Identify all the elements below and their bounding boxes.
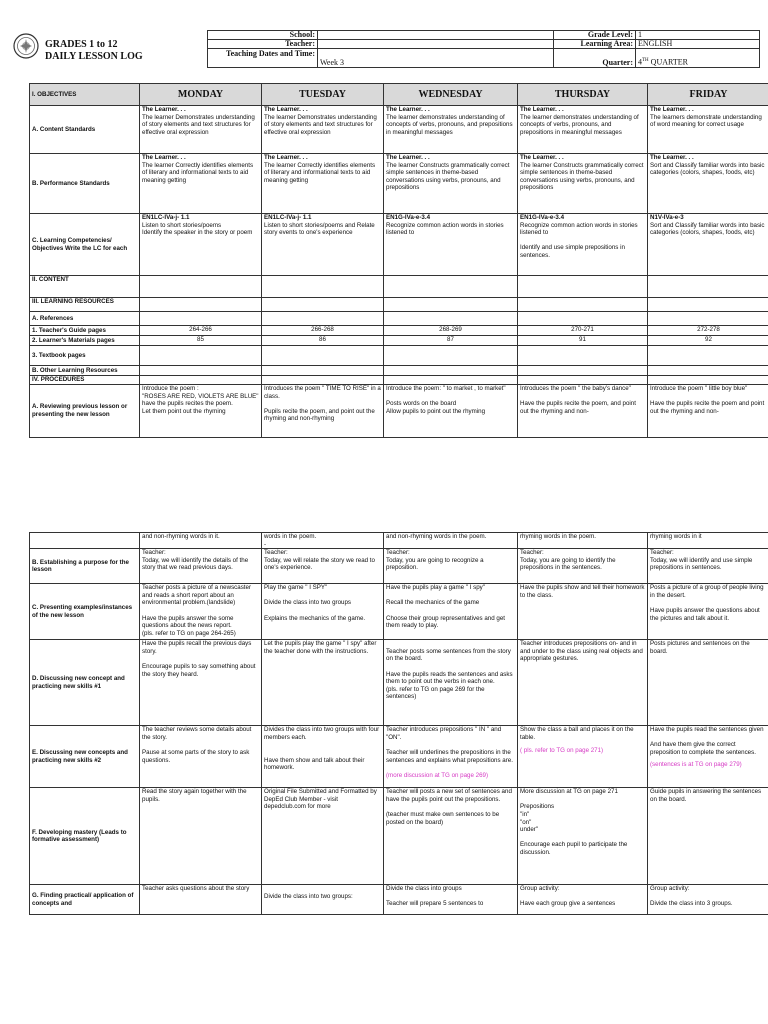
cell-heading: The Learner. . . bbox=[142, 154, 186, 161]
cell-wednesday bbox=[384, 312, 518, 326]
row-b-establishing-a-purpose-for-the-lesson bbox=[30, 549, 768, 584]
cell-wednesday bbox=[384, 154, 518, 214]
cell-text: 264-266 bbox=[189, 326, 212, 333]
cell-tuesday bbox=[262, 885, 384, 915]
cell-tuesday bbox=[262, 214, 384, 276]
cell-text: 268-269 bbox=[439, 326, 462, 333]
cell-text: Posts pictures and sentences on the board. bbox=[650, 640, 750, 655]
cell-wednesday bbox=[384, 298, 518, 312]
grade-level-label: Grade Level: bbox=[554, 31, 636, 40]
cell-thursday bbox=[518, 376, 648, 385]
cell-monday bbox=[140, 154, 262, 214]
cell-text bbox=[650, 214, 765, 236]
school-label: School: bbox=[208, 31, 318, 40]
row-label: 3. Textbook pages bbox=[30, 346, 140, 366]
row-iii-learning-resources bbox=[30, 298, 768, 312]
cell-text: Have the pupils recall the previous days story. Encourage pupils to say something about the story they heard. bbox=[142, 640, 256, 678]
cell-text: Teacher: Today, we will identify the details of the story that we read previous days. bbox=[142, 549, 249, 572]
cell-body: The learner Correctly identifies elements of literary and informational texts to aid meaning getting bbox=[264, 161, 376, 184]
cell-wednesday bbox=[384, 885, 518, 915]
cell-body: The learner Constructs grammatically correct simple sentences in theme-based conversations using verbs, pronouns, and prepositions bbox=[386, 161, 510, 192]
cell-thursday bbox=[518, 385, 648, 438]
cell-monday bbox=[140, 640, 262, 726]
cell-text: Introduce the poem: " to market , to market" Posts words on the board Allow pupils to point out the rhyming bbox=[386, 385, 506, 415]
cell-tuesday bbox=[262, 336, 384, 346]
cell-thursday bbox=[518, 276, 648, 298]
cell-monday bbox=[140, 549, 262, 584]
cell-wednesday bbox=[384, 376, 518, 385]
cell-friday bbox=[648, 106, 768, 154]
cell-body: Sort and Classify familiar words into basic categories (colors, shapes, foods, etc) bbox=[650, 161, 765, 177]
row-label: D. Discussing new concept and practicing new skills #1 bbox=[30, 640, 140, 726]
cell-text bbox=[142, 106, 255, 136]
cell-wednesday bbox=[384, 336, 518, 346]
cell-text: Introduces the poem " TIME TO RISE" in a class. Pupils recite the poem, and point out the rhyming and non-rhyming bbox=[264, 385, 381, 423]
cell-wednesday bbox=[384, 549, 518, 584]
day-header-thursday: THURSDAY bbox=[518, 84, 648, 106]
cell-text: Posts a picture of a group of people living in the desert. Have pupils answer the questions about the pictures and talk about it. bbox=[650, 584, 764, 622]
row-label: III. LEARNING RESOURCES bbox=[30, 298, 140, 312]
cell-monday bbox=[140, 376, 262, 385]
cell-text: Have the pupils show and tell their homework to the class. bbox=[520, 584, 645, 599]
cell-text bbox=[650, 106, 762, 128]
cell-tuesday bbox=[262, 154, 384, 214]
cell-thursday bbox=[518, 640, 648, 726]
cell-text: Show the class a ball and places it on the table. bbox=[520, 726, 634, 741]
cell-monday bbox=[140, 885, 262, 915]
title-line-1: GRADES 1 to 12 bbox=[45, 39, 118, 50]
seal-icon bbox=[13, 33, 39, 59]
cell-heading: EN1G-IVa-e-3.4 bbox=[520, 214, 565, 221]
row-iv-procedures bbox=[30, 376, 768, 385]
cell-body: The learners demonstrate understanding of word meaning for correct usage bbox=[650, 113, 762, 129]
cell-heading: The Learner. . . bbox=[386, 106, 430, 113]
cell-text: Play the game " I SPY" Divide the class into two groups Explains the mechanics of the game. bbox=[264, 584, 366, 622]
cell-monday bbox=[140, 312, 262, 326]
cell-tuesday bbox=[262, 366, 384, 376]
header-fields-table bbox=[207, 30, 760, 68]
cell-text bbox=[264, 214, 375, 236]
row-g-finding-practical-application-of-conce bbox=[30, 885, 768, 915]
row-label: A. Reviewing previous lesson or presenting the new lesson bbox=[30, 385, 140, 438]
learning-area-label: Learning Area: bbox=[554, 40, 636, 49]
row-label: B. Other Learning Resources bbox=[30, 366, 140, 376]
cell-tuesday bbox=[262, 326, 384, 336]
cell-text bbox=[386, 154, 509, 191]
cell-wednesday bbox=[384, 640, 518, 726]
cell-text: words in the poem. - bbox=[264, 533, 317, 548]
cell-monday bbox=[140, 385, 262, 438]
cell-text: Group activity: Divide the class into 3 groups. bbox=[650, 885, 733, 908]
row-label: A. References bbox=[30, 312, 140, 326]
cell-text: Teacher introduces prepositions " IN " and "ON". Teacher will underlines the prepositions in the sentences and explains what prepositions are. bbox=[386, 726, 513, 764]
row-label: 1. Teacher's Guide pages bbox=[30, 326, 140, 336]
cell-body: Listen to short stories/poems Identify the speaker in the story or poem bbox=[142, 221, 253, 237]
cell-tuesday bbox=[262, 276, 384, 298]
row-d-discussing-new-concept-and-practicing- bbox=[30, 640, 768, 726]
cell-thursday bbox=[518, 346, 648, 366]
cell-text: Guide pupils in answering the sentences on the board. bbox=[650, 788, 762, 803]
cell-friday bbox=[648, 788, 768, 885]
cell-friday bbox=[648, 366, 768, 376]
cell-monday bbox=[140, 584, 262, 640]
teaching-dates-field[interactable]: Week 3 bbox=[318, 49, 554, 68]
cell-heading: The Learner. . . bbox=[650, 106, 694, 113]
day-header-wednesday: WEDNESDAY bbox=[384, 84, 518, 106]
cell-thursday bbox=[518, 533, 648, 549]
cell-friday bbox=[648, 346, 768, 366]
day-header-friday: FRIDAY bbox=[648, 84, 768, 106]
cell-heading: N1V-IVa-e-3 bbox=[650, 214, 684, 221]
cell-thursday bbox=[518, 298, 648, 312]
row-row bbox=[30, 533, 768, 549]
cell-heading: The Learner. . . bbox=[142, 106, 186, 113]
cell-friday bbox=[648, 154, 768, 214]
row-label: B. Establishing a purpose for the lesson bbox=[30, 549, 140, 584]
cell-monday bbox=[140, 366, 262, 376]
cell-tuesday bbox=[262, 640, 384, 726]
cell-thursday bbox=[518, 726, 648, 788]
cell-text: Divides the class into two groups with four members each. Have them show and talk about their homework. bbox=[264, 726, 380, 772]
cell-wednesday bbox=[384, 214, 518, 276]
cell-body: The learner demonstrates understanding of concepts of verbs, pronouns, and prepositions in meaningful messages bbox=[386, 113, 513, 136]
cell-tuesday bbox=[262, 312, 384, 326]
title-line-2: DAILY LESSON LOG bbox=[45, 51, 143, 62]
cell-thursday bbox=[518, 885, 648, 915]
cell-wednesday bbox=[384, 276, 518, 298]
teacher-field[interactable] bbox=[318, 40, 554, 49]
row-e-discussing-new-concepts-and-practicing bbox=[30, 726, 768, 788]
cell-friday bbox=[648, 326, 768, 336]
cell-wednesday bbox=[384, 584, 518, 640]
row-2-learner-s-materials-pages bbox=[30, 336, 768, 346]
cell-body: Listen to short stories/poems and Relate story events to one's experience bbox=[264, 221, 375, 237]
cell-tuesday bbox=[262, 106, 384, 154]
cell-monday bbox=[140, 726, 262, 788]
cell-text: Introduce the poem " little boy blue" Have the pupils recite the poem and point out the rhyming and non- bbox=[650, 385, 765, 415]
cell-friday bbox=[648, 549, 768, 584]
row-label: C. Presenting examples/instances of the new lesson bbox=[30, 584, 140, 640]
cell-thursday bbox=[518, 366, 648, 376]
cell-thursday bbox=[518, 788, 648, 885]
cell-text: Teacher posts a picture of a newscaster and reads a short report about an environmental problem.(landslide) Have the pupils answer the some questions about the news report. (pls. refer to TG on page 264-265) bbox=[142, 584, 252, 637]
cell-wednesday bbox=[384, 366, 518, 376]
row-label: A. Content Standards bbox=[30, 106, 140, 154]
cell-tuesday bbox=[262, 298, 384, 312]
cell-wednesday bbox=[384, 106, 518, 154]
row-c-presenting-examples-instances-of-the-n bbox=[30, 584, 768, 640]
cell-body: The learner Demonstrates understanding of story elements and text structures for effective oral expression bbox=[142, 113, 255, 136]
cell-text: Teacher: Today, you are going to identify the prepositions in the sentences. bbox=[520, 549, 616, 572]
day-header-tuesday: TUESDAY bbox=[262, 84, 384, 106]
cell-thursday bbox=[518, 106, 648, 154]
row-label: 2. Learner's Materials pages bbox=[30, 336, 140, 346]
cell-text: Teacher posts some sentences from the story on the board. Have the pupils reads the sentences and asks them to point out the verbs in each one. (pls. refer to TG on page 269 for the sentences) bbox=[386, 647, 513, 701]
tg-reference-note-thursday: ( pls. refer to TG on page 271) bbox=[520, 747, 604, 755]
cell-text: 92 bbox=[705, 336, 712, 343]
row-ii-content bbox=[30, 276, 768, 298]
cell-wednesday bbox=[384, 346, 518, 366]
cell-text: rhyming words in it bbox=[650, 533, 702, 540]
objectives-table bbox=[29, 83, 768, 438]
cell-friday bbox=[648, 276, 768, 298]
cell-heading: The Learner. . . bbox=[520, 154, 564, 161]
row-a-content-standards bbox=[30, 106, 768, 154]
school-field[interactable] bbox=[318, 31, 554, 40]
cell-text: Teacher will posts a new set of sentences and have the pupils point out the prepositions. (teacher must make own sentences to be posted on the board) bbox=[386, 788, 512, 826]
cell-thursday bbox=[518, 584, 648, 640]
cell-text bbox=[264, 106, 377, 136]
cell-text: Introduces the poem " the baby's dance" Have the pupils recite the poem, and point out the rhyming and non- bbox=[520, 385, 636, 415]
cell-tuesday bbox=[262, 584, 384, 640]
cell-wednesday bbox=[384, 726, 518, 788]
cell-wednesday bbox=[384, 326, 518, 336]
cell-monday bbox=[140, 346, 262, 366]
cell-body: The learner Constructs grammatically correct simple sentences in theme-based conversations using verbs, pronouns, and prepositions bbox=[520, 161, 644, 192]
row-label: E. Discussing new concepts and practicing new skills #2 bbox=[30, 726, 140, 788]
cell-monday bbox=[140, 106, 262, 154]
cell-text: 87 bbox=[447, 336, 454, 343]
cell-body: Sort and Classify familiar words into basic categories (colors, shapes, foods, etc) bbox=[650, 221, 765, 237]
cell-heading: EN1LC-IVa-j- 1.1 bbox=[264, 214, 312, 221]
cell-heading: EN1G-IVa-e-3.4 bbox=[386, 214, 431, 221]
cell-text: 85 bbox=[197, 336, 204, 343]
learning-area-field[interactable]: ENGLISH bbox=[636, 40, 760, 49]
cell-tuesday bbox=[262, 346, 384, 366]
cell-text: and non-rhyming words in it. bbox=[142, 533, 220, 540]
row-3-textbook-pages bbox=[30, 346, 768, 366]
tg-reference-note-friday: (sentences is at TG on page 279) bbox=[650, 760, 742, 768]
cell-heading: The Learner. . . bbox=[264, 154, 308, 161]
cell-text: Teacher introduces prepositions on- and in and under to the class using real objects and appropriate gestures. bbox=[520, 640, 643, 663]
cell-tuesday bbox=[262, 788, 384, 885]
cell-text: Have the pupils play a game " I spy" Recall the mechanics of the game Choose their group representatives and get them ready to play. bbox=[386, 584, 506, 630]
tg-reference-note-wednesday: (more discussion at TG on page 269) bbox=[386, 772, 489, 780]
cell-text: The teacher reviews some details about the story. Pause at some parts of the story to ask questions. bbox=[142, 726, 252, 764]
cell-text bbox=[142, 154, 253, 184]
row-f-developing-mastery-leads-to-formative- bbox=[30, 788, 768, 885]
teaching-dates-label: Teaching Dates and Time: bbox=[208, 49, 318, 68]
procedures-table bbox=[29, 532, 768, 915]
cell-heading: The Learner. . . bbox=[264, 106, 308, 113]
row-label: B. Performance Standards bbox=[30, 154, 140, 214]
cell-text: 266-268 bbox=[311, 326, 334, 333]
cell-text bbox=[142, 214, 252, 236]
row-c-learning-competencies-objectives-write bbox=[30, 214, 768, 276]
cell-text: 86 bbox=[319, 336, 326, 343]
cell-friday bbox=[648, 885, 768, 915]
cell-body: The learner Correctly identifies elements of literary and informational texts to aid meaning getting bbox=[142, 161, 254, 184]
document-title bbox=[45, 39, 143, 63]
cell-text: and non-rhyming words in the poem. bbox=[386, 533, 487, 540]
cell-thursday bbox=[518, 312, 648, 326]
cell-text bbox=[520, 154, 643, 191]
cell-text: 272-278 bbox=[697, 326, 720, 333]
cell-friday bbox=[648, 533, 768, 549]
objectives-header: I. OBJECTIVES bbox=[30, 84, 140, 106]
cell-body: The learner Demonstrates understanding of story elements and text structures for effective oral expression bbox=[264, 113, 377, 136]
cell-friday bbox=[648, 312, 768, 326]
cell-text: 270-271 bbox=[571, 326, 594, 333]
cell-wednesday bbox=[384, 533, 518, 549]
cell-text: Teacher asks questions about the story bbox=[142, 885, 250, 893]
cell-text: Read the story again together with the pupils. bbox=[142, 788, 247, 803]
cell-text bbox=[520, 106, 639, 136]
cell-friday bbox=[648, 584, 768, 640]
cell-monday bbox=[140, 326, 262, 336]
cell-heading: The Learner. . . bbox=[386, 154, 430, 161]
cell-heading: EN1LC-IVa-j- 1.1 bbox=[142, 214, 190, 221]
quarter-label: Quarter: bbox=[554, 49, 636, 68]
row-b-other-learning-resources bbox=[30, 366, 768, 376]
cell-body: The learner demonstrates understanding of concepts of verbs, pronouns, and prepositions in meaningful messages bbox=[520, 113, 639, 136]
row-label: II. CONTENT bbox=[30, 276, 140, 298]
row-label: F. Developing mastery (Leads to formative assessment) bbox=[30, 788, 140, 885]
cell-text bbox=[386, 106, 513, 136]
cell-monday bbox=[140, 276, 262, 298]
cell-text: Teacher: Today, you are going to recognize a preposition. bbox=[386, 549, 484, 572]
cell-friday bbox=[648, 214, 768, 276]
cell-thursday bbox=[518, 214, 648, 276]
deped-seal bbox=[13, 33, 39, 59]
cell-friday bbox=[648, 336, 768, 346]
cell-heading: The Learner. . . bbox=[520, 106, 564, 113]
cell-thursday bbox=[518, 326, 648, 336]
row-label: IV. PROCEDURES bbox=[30, 376, 140, 385]
cell-wednesday bbox=[384, 788, 518, 885]
cell-monday bbox=[140, 214, 262, 276]
cell-tuesday bbox=[262, 726, 384, 788]
cell-friday bbox=[648, 298, 768, 312]
cell-friday bbox=[648, 385, 768, 438]
cell-monday bbox=[140, 533, 262, 549]
cell-text: 91 bbox=[579, 336, 586, 343]
row-label: G. Finding practical/ application of concepts and bbox=[30, 885, 140, 915]
cell-monday bbox=[140, 788, 262, 885]
grade-level-field[interactable]: 1 bbox=[636, 31, 760, 40]
cell-friday bbox=[648, 640, 768, 726]
cell-text bbox=[520, 214, 638, 259]
cell-text: Divide the class into two groups: bbox=[264, 892, 353, 900]
cell-thursday bbox=[518, 336, 648, 346]
cell-friday bbox=[648, 376, 768, 385]
cell-text: Teacher: Today, we will relate the story we read to one's experience. bbox=[264, 549, 375, 572]
cell-text: Teacher: Today, we will identify and use simple prepositions in sentences. bbox=[650, 549, 753, 572]
cell-thursday bbox=[518, 154, 648, 214]
cell-wednesday bbox=[384, 385, 518, 438]
cell-monday bbox=[140, 298, 262, 312]
cell-tuesday bbox=[262, 533, 384, 549]
cell-tuesday bbox=[262, 549, 384, 584]
cell-body: Recognize common action words in stories listened to Identify and use simple prepositions in sentences. bbox=[520, 221, 638, 259]
day-header-monday: MONDAY bbox=[140, 84, 262, 106]
row-b-performance-standards bbox=[30, 154, 768, 214]
cell-tuesday bbox=[262, 385, 384, 438]
cell-body: Recognize common action words in stories listened to bbox=[386, 221, 504, 237]
cell-text bbox=[650, 154, 765, 176]
cell-text: More discussion at TG on page 271 Prepositions "in" "on" under" Encourage each pupil to participate the discussion. bbox=[520, 788, 628, 856]
cell-text: Group activity: Have each group give a sentences bbox=[520, 885, 616, 908]
cell-text: Original File Submitted and Formatted by DepEd Club Member - visit depedclub.com for more bbox=[264, 788, 377, 811]
cell-monday bbox=[140, 336, 262, 346]
row-label bbox=[30, 533, 140, 549]
row-label: C. Learning Competencies/ Objectives Write the LC for each bbox=[30, 214, 140, 276]
cell-friday bbox=[648, 726, 768, 788]
cell-thursday bbox=[518, 549, 648, 584]
cell-text: Divide the class into groups Teacher will prepare 5 sentences to bbox=[386, 885, 484, 908]
cell-text: rhyming words in the poem. bbox=[520, 533, 597, 540]
quarter-field[interactable]: 4TH QUARTER bbox=[636, 49, 760, 68]
cell-heading: The Learner. . . bbox=[650, 154, 694, 161]
cell-text: Have the pupils read the sentences given And have them give the correct preposition to complete the sentences. bbox=[650, 726, 764, 756]
cell-text bbox=[264, 154, 375, 184]
teacher-label: Teacher: bbox=[208, 40, 318, 49]
cell-text bbox=[386, 214, 504, 236]
cell-tuesday bbox=[262, 376, 384, 385]
row-1-teacher-s-guide-pages bbox=[30, 326, 768, 336]
cell-text: Let the pupils play the game " I spy" after the teacher done with the instructions. bbox=[264, 640, 377, 655]
row-a-references bbox=[30, 312, 768, 326]
cell-text: Introduce the poem : "ROSES ARE RED, VIOLETS ARE BLUE" have the pupils recites the poem. Let them point out the rhyming bbox=[142, 385, 259, 415]
row-a-reviewing-previous-lesson-or-presentin bbox=[30, 385, 768, 438]
